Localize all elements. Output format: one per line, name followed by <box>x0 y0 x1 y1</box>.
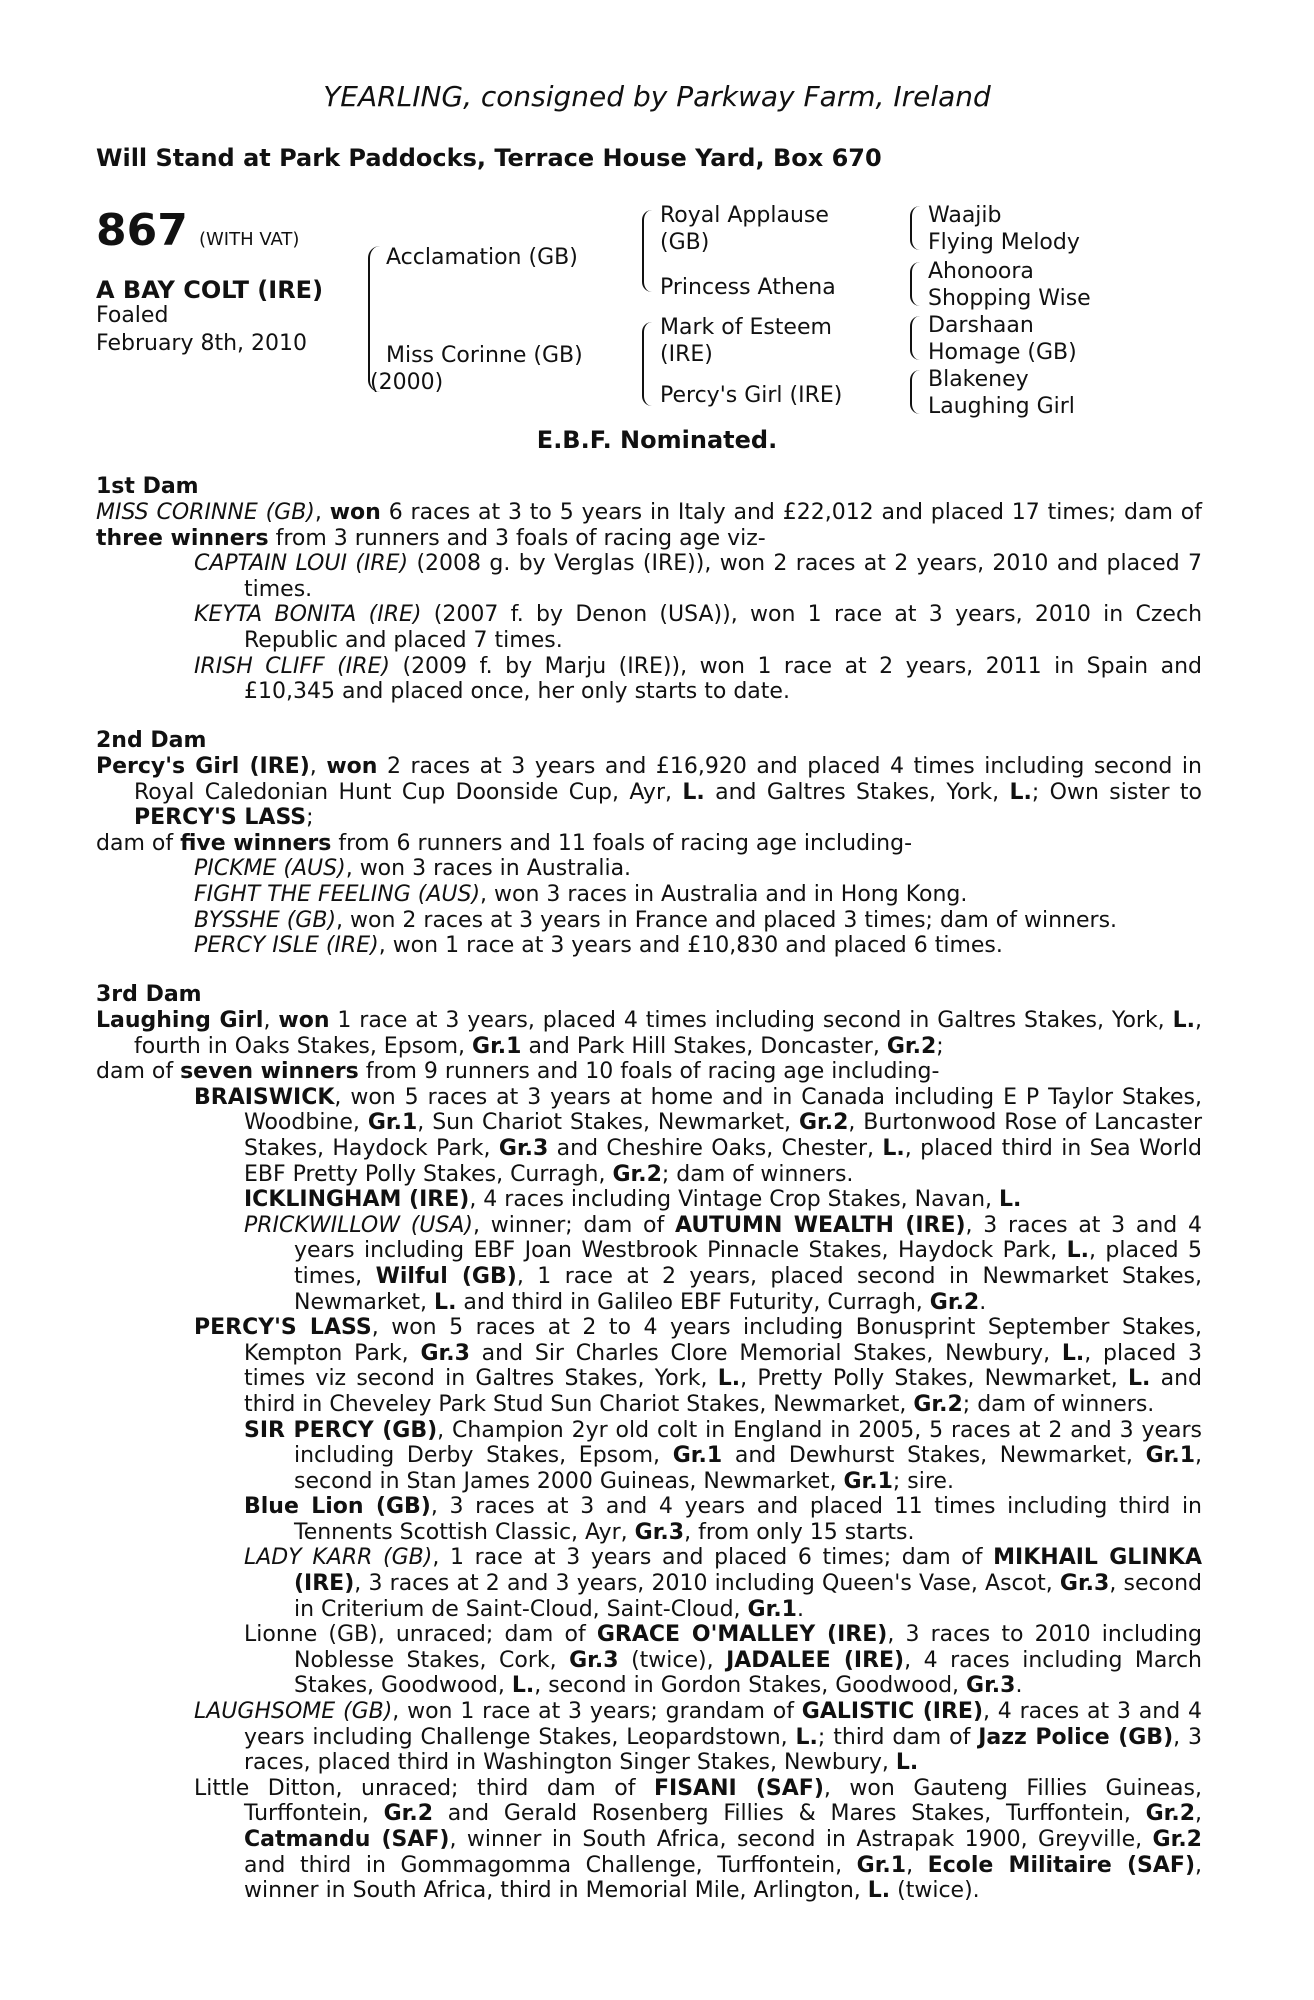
bold-text: L. <box>882 1135 905 1161</box>
text-run: from 6 runners and 11 foals of racing age including- <box>331 830 913 856</box>
text-run: , won 3 races in Australia. <box>345 856 632 882</box>
third-dam-heading: 3rd Dam <box>96 982 202 1007</box>
bold-text: L. <box>795 1724 818 1750</box>
italic-text: KEYTA BONITA (IRE) <box>194 602 422 628</box>
italic-text: MISS CORINNE (GB) <box>96 500 315 525</box>
bold-text: three winners <box>96 525 269 551</box>
bold-text: ICKLINGHAM (IRE) <box>244 1187 470 1213</box>
bold-text: Gr.3 <box>569 1647 619 1673</box>
text-run: , <box>309 754 327 779</box>
text-run: , second in Stan James 2000 Guineas, Newmarket, <box>294 1443 1202 1494</box>
bold-text: GRACE O'MALLEY (IRE) <box>596 1622 888 1648</box>
bold-text: L. <box>1127 1366 1151 1392</box>
pedigree-sire: Acclamation (GB) <box>386 245 578 270</box>
italic-text: FIGHT THE FEELING (AUS) <box>194 881 481 907</box>
text-run: , 3 races, placed third in Washington Singer Stakes, Newbury, <box>244 1724 1203 1776</box>
bold-text: five winners <box>180 830 332 856</box>
text-run: , won 1 race at 3 years; grandam of <box>392 1699 802 1725</box>
pedigree-dam-year: (2000) <box>370 370 444 395</box>
text-run: , 1 race at 2 years, placed second in Newmarket Stakes, Newmarket, <box>294 1263 1203 1315</box>
bold-text: Gr.1 <box>472 1033 522 1059</box>
bold-text: JADALEE (IRE) <box>726 1647 905 1673</box>
text-run: and third in Cheveley Park Stud Sun Chariot Stakes, Newmarket, <box>244 1366 1202 1417</box>
text-run: , winner in South Africa, second in Astrapak 1900, Greyville, <box>449 1827 1153 1852</box>
third-dam-grandproduce <box>96 1213 1202 1315</box>
pedigree-brace-ds <box>910 316 920 360</box>
third-dam-produce <box>96 1085 1202 1187</box>
italic-text: PRICKWILLOW (USA) <box>244 1212 473 1238</box>
italic-text: BYSSHE (GB) <box>194 907 337 933</box>
pedigree-sss: Waajib <box>928 203 1002 228</box>
pedigree-dds: Blakeney <box>928 367 1029 392</box>
first-dam-para <box>96 500 1202 551</box>
bold-text: Catmandu (SAF) <box>244 1827 450 1852</box>
second-dam-produce <box>96 882 1202 908</box>
bold-text: won <box>326 754 378 779</box>
text-run: , won 1 race at 3 years and £10,830 and placed 6 times. <box>378 933 1003 959</box>
text-run: and Gerald Rosenberg Fillies & Mares Stakes, Turffontein, <box>433 1801 1146 1827</box>
text-run: , <box>1195 1801 1202 1827</box>
text-run: , Pretty Polly Stakes, Newmarket, <box>740 1366 1128 1392</box>
text-run: , fourth in Oaks Stakes, Epsom, <box>134 1008 1202 1059</box>
bold-text: L. <box>1172 1008 1195 1033</box>
pedigree-dam-dam: Percy's Girl (IRE) <box>660 383 843 408</box>
bold-text: Gr.2 <box>383 1801 434 1827</box>
bold-text: won <box>329 500 381 525</box>
text-run: dam of <box>96 830 181 856</box>
pedigree-brace-dam <box>642 322 652 406</box>
text-run: , Champion 2yr old colt in England in 2005, 5 races at 2 and 3 years including Derby Stakes, Epsom, <box>294 1417 1202 1469</box>
third-dam-grandproduce <box>96 1494 1202 1545</box>
text-run: , 3 races at 3 and 4 years including EBF Joan Westbrook Pinnacle Stakes, Haydock Park, <box>294 1212 1202 1264</box>
text-run: , 4 races at 3 and 4 years including Challenge Stakes, Leopardstown, <box>244 1699 1203 1750</box>
italic-text: PERCY ISLE (IRE) <box>194 933 379 959</box>
text-run: (2009 f. by Marju (IRE)), won 1 race at 2 years, 2011 in Spain and £10,345 and placed once, her only starts to date. <box>244 653 1202 705</box>
pedigree-dam-name: Miss Corinne (GB) <box>386 343 583 368</box>
text-run: , 3 races to 2010 including Noblesse Stakes, Cork, <box>294 1622 1202 1673</box>
text-run: 6 races at 3 to 5 years in Italy and £22,012 and placed 17 times; dam of <box>380 500 1202 525</box>
text-run: ; third dam of <box>817 1724 979 1750</box>
text-run: , Burtonwood Rose of Lancaster Stakes, Haydock Park, <box>244 1110 1203 1161</box>
pedigree-sire-dam: Princess Athena <box>660 275 836 300</box>
text-run: and Dewhurst Stakes, Newmarket, <box>722 1443 1146 1469</box>
text-run: , 4 races including Vintage Crop Stakes, Navan, <box>469 1187 1000 1213</box>
pedigree-dss: Darshaan <box>928 313 1034 338</box>
text-run: , 4 races including March Stakes, Goodwood, <box>294 1647 1202 1699</box>
third-dam-grandproduce <box>96 1187 1202 1213</box>
text-run: , won Gauteng Fillies Guineas, Turffontein, <box>244 1775 1202 1827</box>
bold-text: Gr.1 <box>843 1468 893 1494</box>
bold-text: AUTUMN WEALTH (IRE) <box>674 1212 966 1238</box>
text-run: from 9 runners and 10 foals of racing age including- <box>358 1059 940 1085</box>
text-run: , second in Gordon Stakes, Goodwood, <box>534 1673 967 1699</box>
text-run: . <box>796 1596 804 1622</box>
pedigree-col3-ds <box>928 312 1077 366</box>
pedigree-ds-line2: (IRE) <box>660 342 713 367</box>
bold-text: Gr.2 <box>612 1161 662 1187</box>
bold-text: SIR PERCY (GB) <box>244 1417 438 1443</box>
text-run: , winner in South Africa, third in Memorial Mile, Arlington, <box>244 1852 1202 1904</box>
pedigree-dam-sire <box>660 314 832 368</box>
bold-text: Gr.2 <box>798 1110 849 1136</box>
text-run: ; Own sister to <box>1031 779 1202 805</box>
pedigree-dsd: Homage (GB) <box>928 340 1077 365</box>
text-run: , <box>906 1852 928 1878</box>
bold-text: L. <box>999 1187 1022 1213</box>
second-dam-produce <box>96 933 1202 959</box>
third-dam-produce <box>96 1315 1202 1417</box>
bold-text: Gr.2 <box>929 1289 980 1315</box>
first-dam-produce <box>96 654 1202 705</box>
bold-text: Gr.3 <box>420 1340 470 1366</box>
second-dam-summary <box>96 831 1202 857</box>
text-run: , <box>263 1008 279 1033</box>
text-run: (twice), <box>618 1647 727 1673</box>
italic-text: LADY KARR (GB) <box>244 1545 433 1571</box>
text-run: , Sun Chariot Stakes, Newmarket, <box>417 1110 799 1136</box>
text-run: (twice). <box>890 1878 980 1904</box>
bold-text: L. <box>1061 1340 1085 1366</box>
bold-text: Wilful (GB) <box>375 1263 517 1289</box>
stand-location: Will Stand at Park Paddocks, Terrace House Yard, Box 670 <box>96 144 882 172</box>
text-run: , second in Criterium de Saint-Cloud, Saint-Cloud, <box>294 1571 1202 1622</box>
foaled-date: February 8th, 2010 <box>96 331 308 356</box>
pedigree-sdd: Shopping Wise <box>928 286 1091 311</box>
text-run: ; sire. <box>892 1468 954 1494</box>
bold-text: Blue Lion (GB) <box>244 1494 431 1520</box>
pedigree-brace-dd <box>910 370 920 414</box>
text-run: 2 races at 3 years and £16,920 and placed 4 times including second in Royal Caledonian Hunt Cup Doonside Cup, Ayr, <box>134 754 1202 805</box>
lot-number: 867 <box>96 205 188 256</box>
bold-text: Jazz Police (GB) <box>978 1724 1174 1750</box>
third-dam-summary <box>96 1059 1202 1085</box>
third-dam-grandproduce <box>96 1622 1202 1699</box>
text-run: , placed third in Sea World EBF Pretty Polly Stakes, Curragh, <box>244 1135 1202 1187</box>
bold-text: L. <box>511 1673 535 1699</box>
foaled-block <box>96 302 307 358</box>
text-run: , 1 race at 3 years and placed 6 times; dam of <box>432 1545 994 1571</box>
pedigree-sds: Ahonoora <box>928 259 1034 284</box>
first-dam-produce <box>96 602 1202 653</box>
italic-text: LAUGHSOME (GB) <box>194 1699 393 1725</box>
text-run: and third in Gommagomma Challenge, Turffontein, <box>244 1852 857 1878</box>
bold-text: FISANI (SAF) <box>653 1775 824 1801</box>
text-run: , 3 races at 3 and 4 years and placed 11 times including third in Tennents Scottish Classic, Ayr, <box>294 1494 1202 1545</box>
page-title: YEARLING, consigned by Parkway Farm, Ireland <box>323 80 991 113</box>
bold-text: Percy's Girl (IRE) <box>96 754 310 779</box>
bold-text: Gr.1 <box>747 1596 797 1622</box>
text-run: , won 2 races at 3 years in France and placed 3 times; dam of winners. <box>336 907 1118 933</box>
bold-text: Gr.2 <box>1145 1801 1195 1827</box>
bold-text: Laughing Girl <box>96 1008 264 1033</box>
pedigree-col3-ss <box>928 202 1080 256</box>
first-dam-heading: 1st Dam <box>96 474 199 499</box>
bold-text: Gr.2 <box>913 1391 963 1417</box>
pedigree-ss-line1: Royal Applause <box>660 203 829 228</box>
text-run: Lionne (GB), unraced; dam of <box>244 1622 597 1648</box>
text-run: dam of <box>96 1059 181 1085</box>
bold-text: Gr.3 <box>966 1673 1016 1699</box>
bold-text: L. <box>434 1289 457 1315</box>
bold-text: L. <box>867 1878 891 1904</box>
third-dam-produce <box>96 1776 1202 1904</box>
bold-text: Gr.1 <box>672 1443 723 1469</box>
bold-text: Gr.1 <box>367 1110 418 1136</box>
bold-text: Gr.3 <box>498 1135 549 1161</box>
text-run: and third in Galileo EBF Futurity, Curragh, <box>456 1289 930 1315</box>
text-run: and Park Hill Stakes, Doncaster, <box>521 1033 887 1059</box>
bold-text: PERCY'S LASS <box>194 1315 372 1341</box>
pedigree-brace-sire <box>642 210 652 292</box>
text-run: 1 race at 3 years, placed 4 times including second in Galtres Stakes, York, <box>329 1008 1173 1033</box>
bold-text: BRAISWICK <box>194 1084 335 1110</box>
pedigree-dam <box>386 342 583 369</box>
text-run: (2007 f. by Denon (USA)), won 1 race at 3 years, 2010 in Czech Republic and placed 7 times. <box>244 602 1203 653</box>
text-run: , from only 15 starts. <box>684 1519 915 1545</box>
horse-description: A BAY COLT (IRE) <box>96 276 324 304</box>
italic-text: IRISH CLIFF (IRE) <box>194 653 390 679</box>
bold-text: L. <box>1066 1238 1090 1264</box>
bold-text: Gr.1 <box>856 1852 907 1878</box>
bold-text: Gr.2 <box>886 1033 937 1059</box>
pedigree-col3-sd <box>928 258 1091 312</box>
bold-text: Gr.3 <box>634 1519 685 1545</box>
foaled-label: Foaled <box>96 303 169 328</box>
text-run: , placed 3 times viz second in Galtres Stakes, York, <box>244 1340 1202 1392</box>
second-dam-produce <box>96 856 1202 882</box>
bold-text: MIKHAIL GLINKA (IRE) <box>294 1545 1202 1597</box>
text-run: , 3 races at 2 and 3 years, 2010 including Queen's Vase, Ascot, <box>354 1571 1060 1597</box>
text-run: Little Ditton, unraced; third dam of <box>194 1775 654 1801</box>
bold-text: Gr.2 <box>1152 1827 1202 1852</box>
third-dam-grandproduce <box>96 1418 1202 1495</box>
third-dam-produce <box>96 1699 1202 1776</box>
pedigree-sire-sire <box>660 202 829 256</box>
text-run: , won 5 races at 3 years at home and in Canada including E P Taylor Stakes, Woodbine, <box>244 1084 1202 1136</box>
third-dam-grandproduce <box>96 1545 1202 1622</box>
text-run: , placed 5 times, <box>294 1238 1202 1289</box>
text-run: . <box>1015 1673 1023 1699</box>
second-dam-heading: 2nd Dam <box>96 728 207 753</box>
text-run: from 3 runners and 3 foals of racing age viz- <box>268 525 766 551</box>
pedigree-brace-ss <box>910 206 920 250</box>
bold-text: Gr.1 <box>1145 1443 1195 1469</box>
text-run: , won 5 races at 2 to 4 years including Bonusprint September Stakes, Kempton Park, <box>244 1315 1203 1366</box>
third-dam-section <box>96 1008 1202 1904</box>
text-run: , <box>314 500 330 525</box>
bold-text: PERCY'S LASS <box>134 805 307 831</box>
text-run: ; dam of winners. <box>962 1391 1155 1417</box>
text-run: (2008 g. by Verglas (IRE)), won 2 races at 2 years, 2010 and placed 7 times. <box>244 551 1202 602</box>
second-dam-produce <box>96 908 1202 934</box>
italic-text: CAPTAIN LOUI (IRE) <box>194 551 409 577</box>
lot-number-block <box>96 206 299 256</box>
text-run: , won 3 races in Australia and in Hong Kong. <box>480 881 968 907</box>
vat-label: (WITH VAT) <box>198 229 300 250</box>
pedigree-ds-line1: Mark of Esteem <box>660 315 832 340</box>
bold-text: Ecole Militaire (SAF) <box>927 1852 1195 1878</box>
first-dam-section <box>96 500 1202 705</box>
italic-text: PICKME (AUS) <box>194 856 346 882</box>
pedigree-ddd: Laughing Girl <box>928 394 1075 419</box>
bold-text: Gr.3 <box>1059 1571 1110 1597</box>
second-dam-para <box>96 754 1202 831</box>
bold-text: L. <box>682 779 705 805</box>
bold-text: seven winners <box>180 1059 359 1085</box>
text-run: ; <box>936 1033 944 1059</box>
text-run: and Galtres Stakes, York, <box>704 779 1010 805</box>
text-run: and Sir Charles Clore Memorial Stakes, Newbury, <box>469 1340 1062 1366</box>
text-run: . <box>979 1289 987 1315</box>
text-run: ; <box>306 805 314 831</box>
bold-text: won <box>278 1008 330 1033</box>
bold-text: L. <box>1009 779 1032 805</box>
ebf-nomination: E.B.F. Nominated. <box>536 426 778 454</box>
third-dam-para <box>96 1008 1202 1059</box>
pedigree-col3-dd <box>928 366 1075 420</box>
text-run: ; dam of winners. <box>661 1161 854 1187</box>
text-run: , winner; dam of <box>473 1212 675 1238</box>
bold-text: L. <box>717 1366 741 1392</box>
text-run: and Cheshire Oaks, Chester, <box>548 1135 883 1161</box>
second-dam-section <box>96 754 1202 959</box>
pedigree-ssd: Flying Melody <box>928 230 1080 255</box>
pedigree-brace-sd <box>910 262 920 306</box>
pedigree-ss-line2: (GB) <box>660 230 710 255</box>
bold-text: GALISTIC (IRE) <box>801 1699 983 1725</box>
bold-text: L. <box>895 1750 919 1776</box>
first-dam-produce <box>96 551 1202 602</box>
